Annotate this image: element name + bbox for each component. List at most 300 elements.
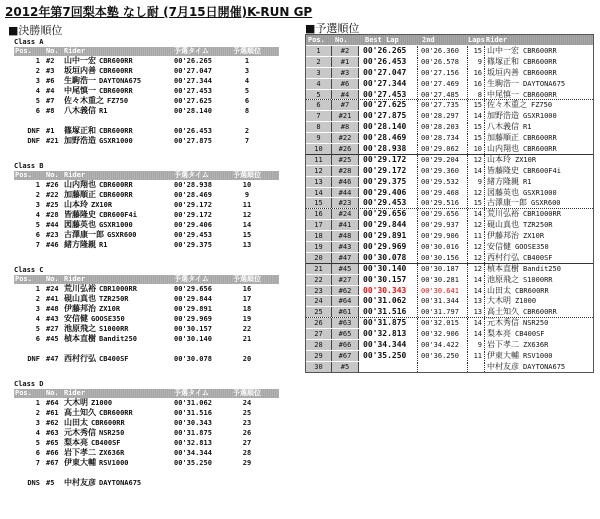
rider-name: 中村友彦 — [487, 361, 519, 371]
table-row — [14, 478, 279, 488]
bike: Bandit250 — [99, 335, 137, 343]
rider-name: 緒方隆親 — [487, 176, 519, 186]
second-lap: 00'28.203 — [418, 122, 468, 132]
table-row — [14, 200, 279, 210]
qual-rank: 8 — [244, 107, 250, 115]
qual-rank: 12 — [242, 211, 252, 219]
second-lap: 00'29.468 — [418, 188, 468, 198]
table-row — [306, 230, 593, 241]
best-lap: 00'29.844 — [359, 220, 418, 230]
col-rank: 予選順位 — [233, 275, 261, 283]
qual-rank: 13 — [242, 241, 252, 249]
col-rider: Rider — [64, 47, 86, 55]
pos: 12 — [306, 166, 331, 176]
bike: CBR600F4i — [523, 166, 561, 175]
rider-name: 岩下孝二 — [487, 340, 519, 350]
laps: 8 — [468, 90, 485, 100]
pos: 3 — [306, 68, 331, 78]
rider — [64, 200, 174, 210]
laps — [468, 362, 485, 372]
qual-time: 00'26.453 — [174, 127, 212, 135]
rider — [485, 177, 531, 187]
bike: TZR250R — [99, 295, 129, 303]
best-lap: 00'28.469 — [359, 133, 418, 143]
pos: 20 — [306, 253, 331, 263]
rider — [485, 188, 557, 198]
pos: 5 — [35, 221, 40, 229]
pos: DNS — [27, 479, 40, 487]
number: #24 — [331, 209, 359, 219]
qual-rank: 15 — [242, 231, 252, 239]
number: #28 — [46, 211, 59, 219]
rider-name: 安信健 — [487, 242, 511, 252]
bike: CBR600RR — [515, 286, 549, 295]
rider — [485, 198, 561, 208]
table-row — [306, 361, 593, 372]
number: #22 — [331, 133, 359, 143]
col-time: 予選タイム — [174, 47, 209, 55]
rider-name: 生駒浩一 — [487, 78, 519, 88]
table-row — [14, 438, 279, 448]
number: #8 — [46, 107, 55, 115]
rider-name: 中尾慎一 — [487, 89, 519, 99]
rider-name: 山田太 — [487, 285, 511, 295]
rider — [64, 180, 174, 190]
qual-time: 00'29.172 — [174, 211, 212, 219]
qual-time: 00'27.047 — [174, 67, 212, 75]
bike: CBR600RR — [523, 68, 557, 77]
rider-name: 伊藤邦治 — [64, 304, 96, 313]
bike: DAYTONA675 — [99, 77, 142, 85]
number: #43 — [46, 315, 59, 323]
pos: 2 — [35, 409, 40, 417]
rider — [64, 334, 174, 344]
second-lap: 00'34.422 — [418, 340, 468, 350]
pos: 6 — [35, 449, 40, 457]
laps: 15 — [468, 198, 485, 208]
second-lap: 00'32.906 — [418, 329, 468, 339]
rider-name: 加藤順正 — [487, 133, 519, 143]
number: #21 — [331, 111, 359, 121]
rider — [485, 122, 531, 132]
rider — [64, 448, 174, 458]
col-laps: Laps — [468, 36, 485, 44]
table-row — [306, 99, 593, 110]
laps: 12 — [468, 242, 485, 252]
rider-name: 坂垣内善 — [64, 66, 96, 75]
table-row — [14, 408, 279, 418]
second-lap: 00'31.344 — [418, 296, 468, 306]
number: #2 — [46, 57, 55, 65]
best-lap: 00'29.891 — [359, 231, 418, 241]
pos: 3 — [35, 201, 40, 209]
qual-rank: 7 — [244, 137, 250, 145]
qual-time: 00'35.250 — [174, 459, 212, 467]
best-lap: 00'29.172 — [359, 166, 418, 176]
qual-time: 00'29.375 — [174, 241, 212, 249]
table-row — [14, 428, 279, 438]
number: #6 — [331, 79, 359, 89]
table-row — [14, 210, 279, 220]
bike: Bandit250 — [523, 264, 561, 273]
rider-name: 楨本直樹 — [487, 263, 519, 273]
bike: GSXR1000 — [99, 137, 133, 145]
qual-time: 00'26.265 — [174, 57, 212, 65]
qual-time: 00'29.844 — [174, 295, 212, 303]
qual-time: 00'29.656 — [174, 285, 212, 293]
laps: 12 — [468, 220, 485, 230]
pos: 7 — [35, 459, 40, 467]
pos: DNF — [27, 127, 40, 135]
table-header — [306, 35, 593, 45]
bike: CBR600RR — [99, 181, 133, 189]
laps: 12 — [468, 188, 485, 198]
rider-name: 山内翔也 — [64, 180, 96, 189]
rider-name: 皆藤隆史 — [487, 165, 519, 175]
second-lap: 00'27.485 — [418, 90, 468, 100]
number: #45 — [331, 264, 359, 274]
number: #2 — [331, 46, 359, 56]
bike: R1 — [523, 123, 532, 132]
table-row — [14, 126, 279, 136]
pos: 5 — [35, 439, 40, 447]
bike: CB400SF — [99, 355, 129, 363]
pos: 23 — [306, 286, 331, 296]
best-lap: 00'30.078 — [359, 253, 418, 263]
pos: 13 — [306, 177, 331, 187]
rider-name: 図藤英也 — [487, 187, 519, 197]
qual-rank: 10 — [242, 181, 252, 189]
laps: 10 — [468, 144, 485, 154]
rider — [485, 286, 549, 296]
rider-name: 安信健 — [64, 314, 88, 323]
qual-rank: 25 — [242, 409, 252, 417]
best-lap — [359, 362, 418, 372]
col-rank: 予選順位 — [233, 171, 261, 179]
rider — [64, 96, 174, 106]
laps: 13 — [468, 296, 485, 306]
table-row — [306, 187, 593, 198]
rider — [64, 106, 174, 116]
best-lap: 00'29.172 — [359, 155, 418, 165]
rider-name: 高土知久 — [64, 408, 96, 417]
rider-name: 山本玲 — [64, 200, 88, 209]
second-lap: 00'29.937 — [418, 220, 468, 230]
second-lap: 00'27.735 — [418, 100, 468, 110]
number: #46 — [331, 177, 359, 187]
number: #27 — [46, 325, 59, 333]
pos: 3 — [35, 419, 40, 427]
rider-name: 加野浩造 — [64, 136, 96, 145]
bike: CBR600RR — [523, 90, 557, 99]
rider — [64, 66, 174, 76]
number: #26 — [46, 181, 59, 189]
number: #44 — [331, 188, 359, 198]
pos: 28 — [306, 340, 331, 350]
pos: DNF — [27, 355, 40, 363]
second-lap: 00'30.156 — [418, 253, 468, 263]
qual-time: 00'31.875 — [174, 429, 212, 437]
pos: 30 — [306, 362, 331, 372]
best-lap: 00'27.875 — [359, 111, 418, 121]
rider — [64, 438, 174, 448]
pos: 27 — [306, 329, 331, 339]
best-lap: 00'31.062 — [359, 296, 418, 306]
laps: 15 — [468, 46, 485, 56]
qual-time: 00'29.891 — [174, 305, 212, 313]
number: #3 — [46, 67, 55, 75]
number: #6 — [46, 77, 55, 85]
table-row — [306, 317, 593, 328]
qualifying-heading: ■予選順位 — [305, 22, 360, 35]
second-lap: 00'29.516 — [418, 198, 468, 208]
table-row — [14, 398, 279, 408]
pos: 26 — [306, 318, 331, 328]
pos: 1 — [35, 57, 40, 65]
rider-name: 篠塚正和 — [487, 56, 519, 66]
laps: 14 — [468, 209, 485, 219]
laps: 14 — [468, 318, 485, 328]
rider — [485, 264, 561, 274]
bike: R1 — [99, 107, 108, 115]
number: #47 — [46, 355, 59, 363]
table-row — [14, 284, 279, 294]
bike: ZX636R — [99, 449, 125, 457]
second-lap: 00'32.015 — [418, 318, 468, 328]
qual-rank: 9 — [244, 191, 250, 199]
rider — [485, 329, 545, 339]
qual-rank: 23 — [242, 419, 252, 427]
rider — [485, 155, 536, 165]
best-lap: 00'29.375 — [359, 177, 418, 187]
table-row — [306, 89, 593, 100]
number: #48 — [46, 305, 59, 313]
number: #65 — [46, 439, 59, 447]
qual-time: 00'29.406 — [174, 221, 212, 229]
rider-name: 梨本亮 — [487, 329, 511, 339]
qual-time: 00'28.938 — [174, 181, 212, 189]
number: #62 — [331, 286, 359, 296]
rider-name: 山田太 — [64, 418, 88, 427]
pos: 15 — [306, 198, 331, 208]
rider — [64, 304, 174, 314]
qual-time: 00'31.062 — [174, 399, 212, 407]
second-lap — [418, 362, 468, 372]
rider — [64, 314, 174, 324]
rider-name: 岩下孝二 — [64, 448, 96, 457]
rider-name: 山中一宏 — [64, 56, 96, 65]
laps: 9 — [468, 177, 485, 187]
qual-rank: 22 — [242, 325, 252, 333]
pos: 14 — [306, 188, 331, 198]
table-row — [14, 106, 279, 116]
qual-rank: 21 — [242, 335, 252, 343]
rider — [485, 275, 553, 285]
table-row — [306, 56, 593, 67]
bike: CBR600RR — [99, 191, 133, 199]
second-lap: 00'26.578 — [418, 57, 468, 67]
table-row — [14, 136, 279, 146]
pos: 4 — [35, 87, 40, 95]
rider-name: 大木明 — [64, 398, 88, 407]
col-rider: Rider — [64, 389, 86, 397]
pos: 7 — [306, 111, 331, 121]
col-best-lap: Best Lap — [365, 36, 399, 44]
rider — [64, 324, 174, 334]
number: #27 — [331, 275, 359, 285]
col-time: 予選タイム — [174, 171, 209, 179]
best-lap: 00'27.625 — [359, 100, 418, 110]
col-2nd: 2nd — [422, 36, 435, 44]
qual-rank: 18 — [242, 305, 252, 313]
page-title: 2012年第7回梨本塾 なし耐 (7月15日開催)K-RUN GP — [5, 5, 313, 19]
best-lap: 00'29.453 — [359, 198, 418, 208]
bike: CBR600RR — [91, 419, 125, 427]
laps: 9 — [468, 57, 485, 67]
best-lap: 00'31.875 — [359, 318, 418, 328]
qual-rank: 26 — [242, 429, 252, 437]
number: #4 — [331, 90, 359, 100]
laps: 14 — [468, 166, 485, 176]
rider-name: 皆藤隆史 — [64, 210, 96, 219]
second-lap: 00'27.156 — [418, 68, 468, 78]
col-pos: Pos. — [15, 47, 32, 55]
table-row — [14, 324, 279, 334]
rider-name: 元木秀信 — [64, 428, 96, 437]
rider-name: 山本玲 — [487, 154, 511, 164]
rider-name: 伊藤邦治 — [487, 231, 519, 241]
second-lap: 00'31.797 — [418, 307, 468, 317]
qual-time: 00'30.078 — [174, 355, 212, 363]
qual-time: 00'28.469 — [174, 191, 212, 199]
rider — [64, 478, 174, 488]
table-row — [14, 304, 279, 314]
laps: 9 — [468, 340, 485, 350]
rider — [485, 111, 557, 121]
qual-time: 00'27.625 — [174, 97, 212, 105]
number: #67 — [46, 459, 59, 467]
col-time: 予選タイム — [174, 389, 209, 397]
bike: NSR250 — [99, 429, 125, 437]
table-header — [14, 47, 279, 56]
table-row — [306, 154, 593, 165]
rider — [485, 362, 565, 372]
rider — [485, 231, 544, 241]
number: #66 — [331, 340, 359, 350]
qual-time: 00'29.453 — [174, 231, 212, 239]
rider — [485, 100, 552, 110]
rider-name: 古澤康一郎 — [487, 198, 527, 208]
pos: 5 — [35, 325, 40, 333]
rider-name: 古澤康一郎 — [64, 230, 104, 239]
pos: 21 — [306, 264, 331, 274]
table-row — [306, 78, 593, 89]
laps: 14 — [468, 286, 485, 296]
table-row — [306, 328, 593, 339]
rider — [64, 210, 174, 220]
number: #63 — [331, 318, 359, 328]
qual-time: 00'29.969 — [174, 315, 212, 323]
qual-time: 00'30.343 — [174, 419, 212, 427]
table-row — [306, 143, 593, 154]
bike: R1 — [523, 177, 532, 186]
best-lap: 00'34.344 — [359, 340, 418, 350]
rider-name: 硯山真也 — [64, 294, 96, 303]
table-row — [306, 285, 593, 296]
table-row — [306, 176, 593, 187]
table-row — [14, 458, 279, 468]
finals-heading: ■決勝順位 — [8, 24, 63, 37]
pos: 3 — [35, 77, 40, 85]
table-row — [306, 263, 593, 274]
second-lap: 00'29.656 — [418, 209, 468, 219]
rider — [64, 220, 174, 230]
bike: CBR600RR — [99, 409, 133, 417]
bike: CBR600RR — [523, 57, 557, 66]
pos: 2 — [35, 67, 40, 75]
rider — [485, 220, 553, 230]
bike: RSV1000 — [523, 351, 553, 360]
number: #21 — [46, 137, 59, 145]
best-lap: 00'29.656 — [359, 209, 418, 219]
rider-name: 元木秀信 — [487, 318, 519, 328]
best-lap: 00'29.969 — [359, 242, 418, 252]
number: #3 — [331, 68, 359, 78]
bike: CB400SF — [91, 439, 121, 447]
number: #61 — [46, 409, 59, 417]
number: #23 — [331, 198, 359, 208]
qual-rank: 11 — [242, 201, 252, 209]
bike: CB400SF — [523, 253, 553, 262]
second-lap: 00'28.734 — [418, 133, 468, 143]
table-row — [306, 132, 593, 143]
rider — [485, 166, 561, 176]
best-lap: 00'30.140 — [359, 264, 418, 274]
pos: 4 — [35, 429, 40, 437]
best-lap: 00'29.406 — [359, 188, 418, 198]
second-lap: 00'30.281 — [418, 275, 468, 285]
table-row — [306, 306, 593, 317]
bike: CBR1000RR — [523, 210, 561, 219]
rider — [64, 86, 174, 96]
number: #46 — [46, 241, 59, 249]
qual-time: 00'29.172 — [174, 201, 212, 209]
bike: CBR600F4i — [99, 211, 137, 219]
pos: 1 — [35, 285, 40, 293]
rider — [485, 209, 561, 219]
second-lap: 00'29.360 — [418, 166, 468, 176]
qual-rank: 2 — [244, 127, 250, 135]
col-rank: 予選順位 — [233, 47, 261, 55]
table-row — [14, 56, 279, 66]
pos: 7 — [35, 241, 40, 249]
best-lap: 00'35.250 — [359, 351, 418, 361]
pos: 1 — [306, 46, 331, 56]
rider-name: 西村行弘 — [487, 252, 519, 262]
second-lap: 00'26.360 — [418, 46, 468, 56]
table-row — [306, 67, 593, 78]
number: #4 — [46, 87, 55, 95]
rider-name: 山中一宏 — [487, 46, 519, 55]
table-row — [14, 190, 279, 200]
laps: 13 — [468, 307, 485, 317]
table-row — [14, 354, 279, 364]
qual-time: 00'27.344 — [174, 77, 212, 85]
table-row — [306, 45, 593, 56]
number: #44 — [46, 221, 59, 229]
second-lap: 00'29.906 — [418, 231, 468, 241]
rider-name: 佐々木重之 — [64, 96, 104, 105]
